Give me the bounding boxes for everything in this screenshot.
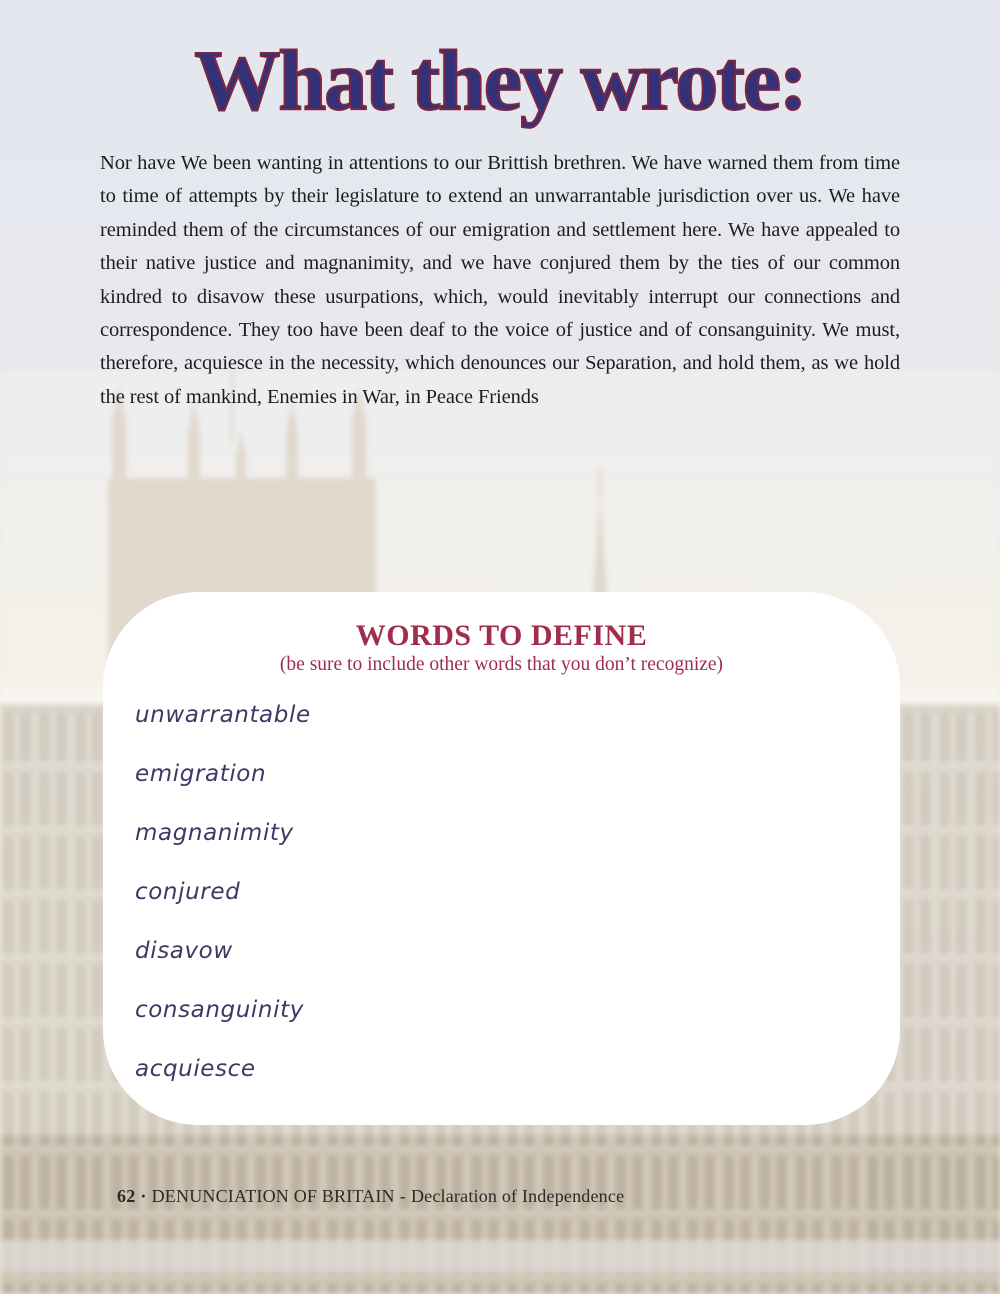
words-to-define-subheading: (be sure to include other words that you don’t recognize)	[279, 654, 724, 675]
words-to-define-heading: WORDS TO DEFINE	[355, 619, 648, 652]
footer-separator-dot: ·	[140, 1186, 147, 1206]
vocabulary-word-list	[103, 702, 900, 1082]
footer-document-title: Declaration of Independence	[410, 1186, 625, 1206]
declaration-excerpt-paragraph: Nor have We been wanting in attentions to our Brittish brethren. We have warned them from time to time of attempts by their legislature to extend an unwarrantable jurisdiction over us. We have reminded them of the circumstances of our emigration and settlement here. We have appealed to their native justice and magnanimity, and we have conjured them by the ties of our common kindred to disavow these usurpations, which, would inevitably interrupt our connections and correspondence. They too have been deaf to the voice of justice and of consanguinity. We must, therefore, acquiesce in the necessity, which denounces our Separation, and hold them, as we hold the rest of mankind, Enemies in War, in Peace Friends	[100, 152, 900, 408]
vocabulary-word-acquiesce: acquiesce	[135, 1056, 256, 1082]
page-footer	[117, 1186, 624, 1207]
words-to-define-box	[103, 592, 900, 1125]
vocabulary-word-magnanimity: magnanimity	[135, 820, 294, 846]
page-title: What they wrote:	[194, 32, 806, 128]
vocabulary-word-consanguinity: consanguinity	[135, 997, 304, 1023]
footer-separator-dash: -	[399, 1186, 406, 1206]
footer-section-title: DENUNCIATION OF BRITAIN	[151, 1186, 395, 1206]
vocabulary-word-conjured: conjured	[135, 879, 241, 905]
vocabulary-word-emigration: emigration	[135, 761, 267, 787]
vocabulary-word-unwarrantable: unwarrantable	[135, 702, 311, 728]
page-number: 62	[117, 1186, 136, 1206]
vocabulary-word-disavow: disavow	[135, 938, 233, 964]
